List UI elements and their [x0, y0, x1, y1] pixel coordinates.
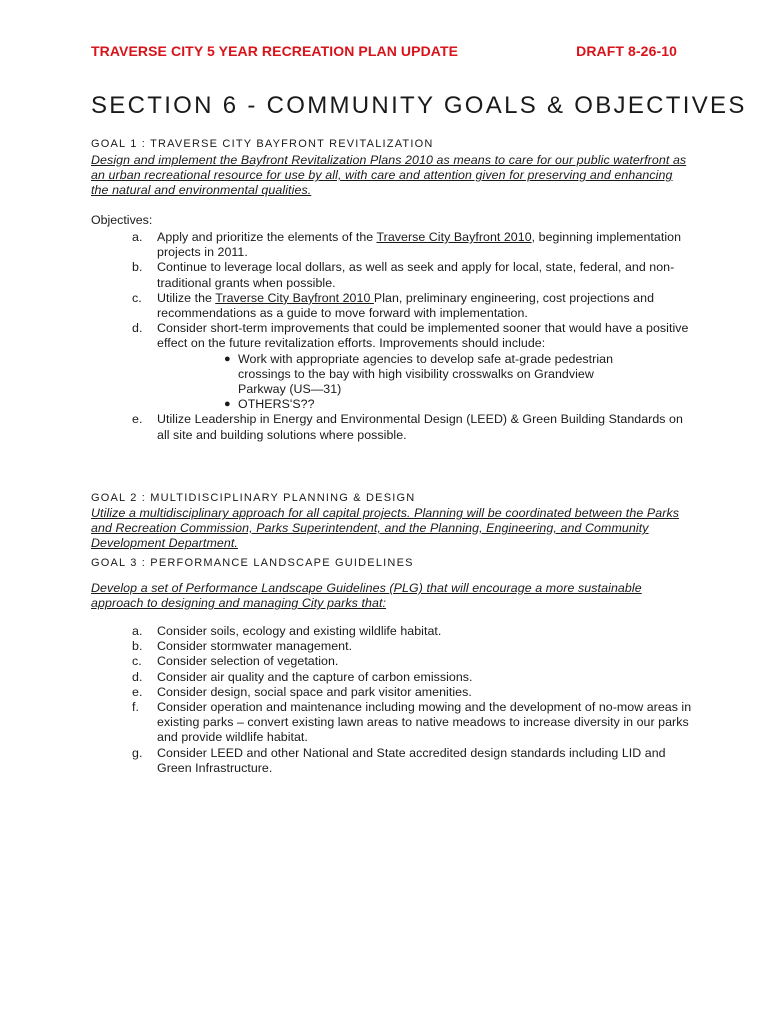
- section-title: SECTION 6 - COMMUNITY GOALS & OBJECTIVES: [91, 92, 747, 119]
- list-item: [0, 230, 768, 260]
- header-title: TRAVERSE CITY 5 YEAR RECREATION PLAN UPDATE: [91, 43, 459, 59]
- goal-2-heading: GOAL 2 : MULTIDISCIPLINARY PLANNING & DESIGN: [91, 492, 416, 504]
- list-item: [0, 685, 768, 700]
- list-marker: c.: [132, 654, 142, 669]
- sublist-item: [224, 352, 698, 398]
- objectives-label: Objectives:: [91, 213, 153, 227]
- list-marker: b.: [132, 260, 143, 275]
- sublist-item: [224, 397, 698, 412]
- list-item: [0, 654, 768, 669]
- list-item: [0, 260, 768, 290]
- list-marker: d.: [132, 321, 143, 336]
- list-item-text: Utilize the: [157, 290, 216, 305]
- list-item: [0, 746, 768, 776]
- goal-2-description: Utilize a multidisciplinary approach for all capital projects. Planning will be coordinated between the Parks and Recreation Commission, Parks Superintendent, and the Planning, Engineering, and Community Development Department.: [91, 506, 680, 550]
- list-item-text: Plan, preliminary engineering, cost projections and recommendations as a guide to move forward with implementation.: [157, 290, 655, 321]
- list-item: [0, 624, 768, 639]
- list-marker: e.: [132, 684, 143, 699]
- list-marker: a.: [132, 230, 143, 244]
- bullet-icon: ●: [224, 398, 231, 411]
- goal-1-heading: GOAL 1 : TRAVERSE CITY BAYFRONT REVITALIZATION: [91, 138, 434, 150]
- goal-3-heading: GOAL 3 : PERFORMANCE LANDSCAPE GUIDELINES: [91, 557, 414, 569]
- list-item-text: Consider air quality and the capture of carbon emissions.: [157, 669, 473, 684]
- list-marker: f.: [132, 700, 139, 715]
- list-item-text: Consider LEED and other National and State accredited design standards including LID and Green Infrastructure.: [157, 745, 666, 775]
- goal-1-objectives-list: [0, 230, 768, 443]
- list-item: [0, 291, 768, 321]
- list-marker: e.: [132, 412, 143, 427]
- list-item: [0, 412, 768, 442]
- header-draft-date: DRAFT 8-26-10: [576, 43, 677, 59]
- list-item-text: Continue to leverage local dollars, as well as seek and apply for local, state, federal, and non-traditional grants when possible.: [157, 260, 675, 290]
- list-item-text: Consider operation and maintenance including mowing and the development of no-mow areas in existing parks – convert existing lawn areas to native meadows to increase diversity in our parks and provide wildlife habitat.: [157, 700, 692, 745]
- page-header: [91, 43, 677, 59]
- sublist-item-text: OTHERS'S??: [238, 397, 315, 412]
- list-item-text: Consider design, social space and park visitor amenities.: [157, 684, 472, 699]
- list-item: [0, 639, 768, 654]
- bayfront-plan-reference: Traverse City Bayfront 2010: [376, 230, 532, 244]
- list-item-text: Consider stormwater management.: [157, 639, 353, 654]
- goal-3-description: Develop a set of Performance Landscape Guidelines (PLG) that will encourage a more sustainable approach to designing and managing City parks that:: [91, 581, 642, 610]
- bayfront-plan-reference: Traverse City Bayfront 2010: [215, 290, 374, 305]
- list-marker: a.: [132, 624, 143, 638]
- bullet-icon: ●: [224, 352, 231, 365]
- list-marker: g.: [132, 745, 143, 760]
- goal-3-guidelines-list: [0, 624, 768, 776]
- list-item-text: , beginning implementation projects in 2011.: [157, 230, 682, 260]
- list-item: [0, 700, 768, 746]
- list-item-text: Utilize Leadership in Energy and Environmental Design (LEED) & Green Building Standards on all site and building solutions where possible.: [157, 412, 683, 442]
- sublist-item-text: Work with appropriate agencies to develop safe at-grade pedestrian crossings to the bay with high visibility crosswalks on Grandview Parkway (US—31): [238, 351, 614, 397]
- list-item-text: Apply and prioritize the elements of the: [157, 230, 377, 244]
- list-marker: c.: [132, 290, 142, 305]
- list-marker: d.: [132, 669, 143, 684]
- improvements-sublist: [157, 352, 698, 413]
- list-marker: b.: [132, 639, 143, 654]
- goal-1-description: Design and implement the Bayfront Revitalization Plans 2010 as means to care for our public waterfront as an urban recreational resource for use by all, with care and attention given for preserving and enhancing the natural and environmental qualities.: [91, 153, 687, 197]
- list-item: [0, 321, 768, 412]
- list-item-text: Consider selection of vegetation.: [157, 654, 339, 669]
- list-item: [0, 670, 768, 685]
- list-item-text: Consider short-term improvements that could be implemented sooner that would have a positive effect on the future revitalization efforts. Improvements should include:: [157, 321, 689, 351]
- list-item-text: Consider soils, ecology and existing wildlife habitat.: [157, 624, 442, 638]
